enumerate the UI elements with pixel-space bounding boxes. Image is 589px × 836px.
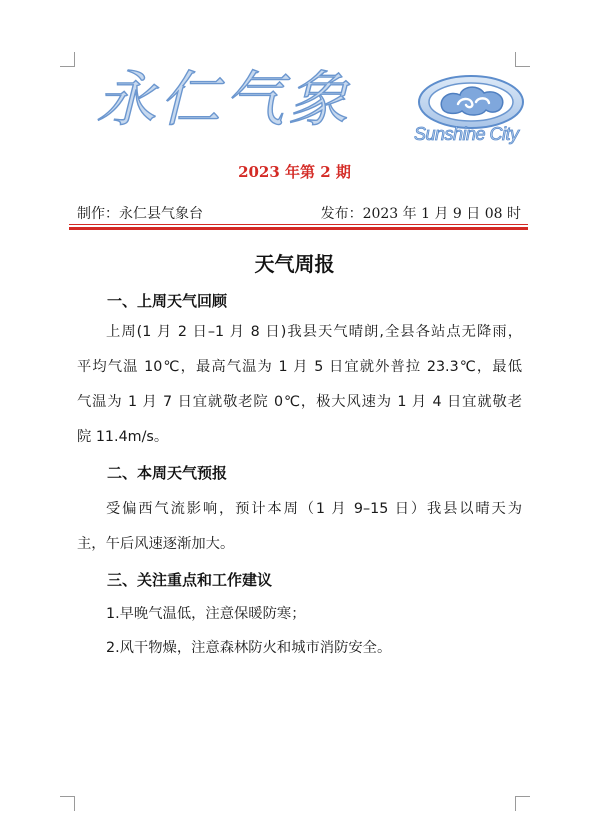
producer-label: 制作：永仁县气象台 bbox=[77, 206, 203, 222]
divider-thin bbox=[69, 224, 528, 225]
logo-text: Sunshine City bbox=[414, 124, 519, 144]
section-heading-review: 一、上周天气回顾 bbox=[107, 292, 228, 310]
publish-time: 发布：2023 年 1 月 9 日 08 时 bbox=[320, 206, 521, 222]
crop-mark-top-left bbox=[60, 52, 75, 67]
crop-mark-top-right bbox=[515, 52, 530, 67]
paragraph-line: 院 11.4m/s。 bbox=[77, 429, 169, 445]
divider-thick bbox=[69, 227, 528, 230]
section-heading-advice: 三、关注重点和工作建议 bbox=[107, 571, 273, 589]
masthead-title: 永仁气象 bbox=[96, 65, 352, 135]
issue-number: 2023 年第 2 期 bbox=[238, 163, 351, 181]
section-heading-forecast: 二、本周天气预报 bbox=[107, 464, 228, 482]
list-item: 1.早晚气温低，注意保暖防寒； bbox=[106, 606, 306, 622]
crop-mark-bottom-right bbox=[515, 796, 530, 811]
paragraph-line: 平均气温 10℃，最高气温为 1 月 5 日宜就外普拉 23.3℃，最低 bbox=[77, 359, 522, 375]
document-title: 天气周报 bbox=[254, 252, 335, 276]
paragraph-line: 上周(1 月 2 日–1 月 8 日)我县天气晴朗,全县各站点无降雨， bbox=[106, 324, 522, 340]
sunshine-city-logo bbox=[414, 74, 524, 154]
paragraph-line: 气温为 1 月 7 日宜就敬老院 0℃，极大风速为 1 月 4 日宜就敬老 bbox=[77, 394, 522, 410]
cloud-swirl-icon bbox=[416, 74, 526, 130]
paragraph-line: 主，午后风速逐渐加大。 bbox=[77, 536, 235, 552]
list-item: 2.风干物燥，注意森林防火和城市消防安全。 bbox=[106, 640, 392, 656]
crop-mark-bottom-left bbox=[60, 796, 75, 811]
paragraph-line: 受偏西气流影响，预计本周（1 月 9–15 日）我县以晴天为 bbox=[106, 501, 522, 517]
